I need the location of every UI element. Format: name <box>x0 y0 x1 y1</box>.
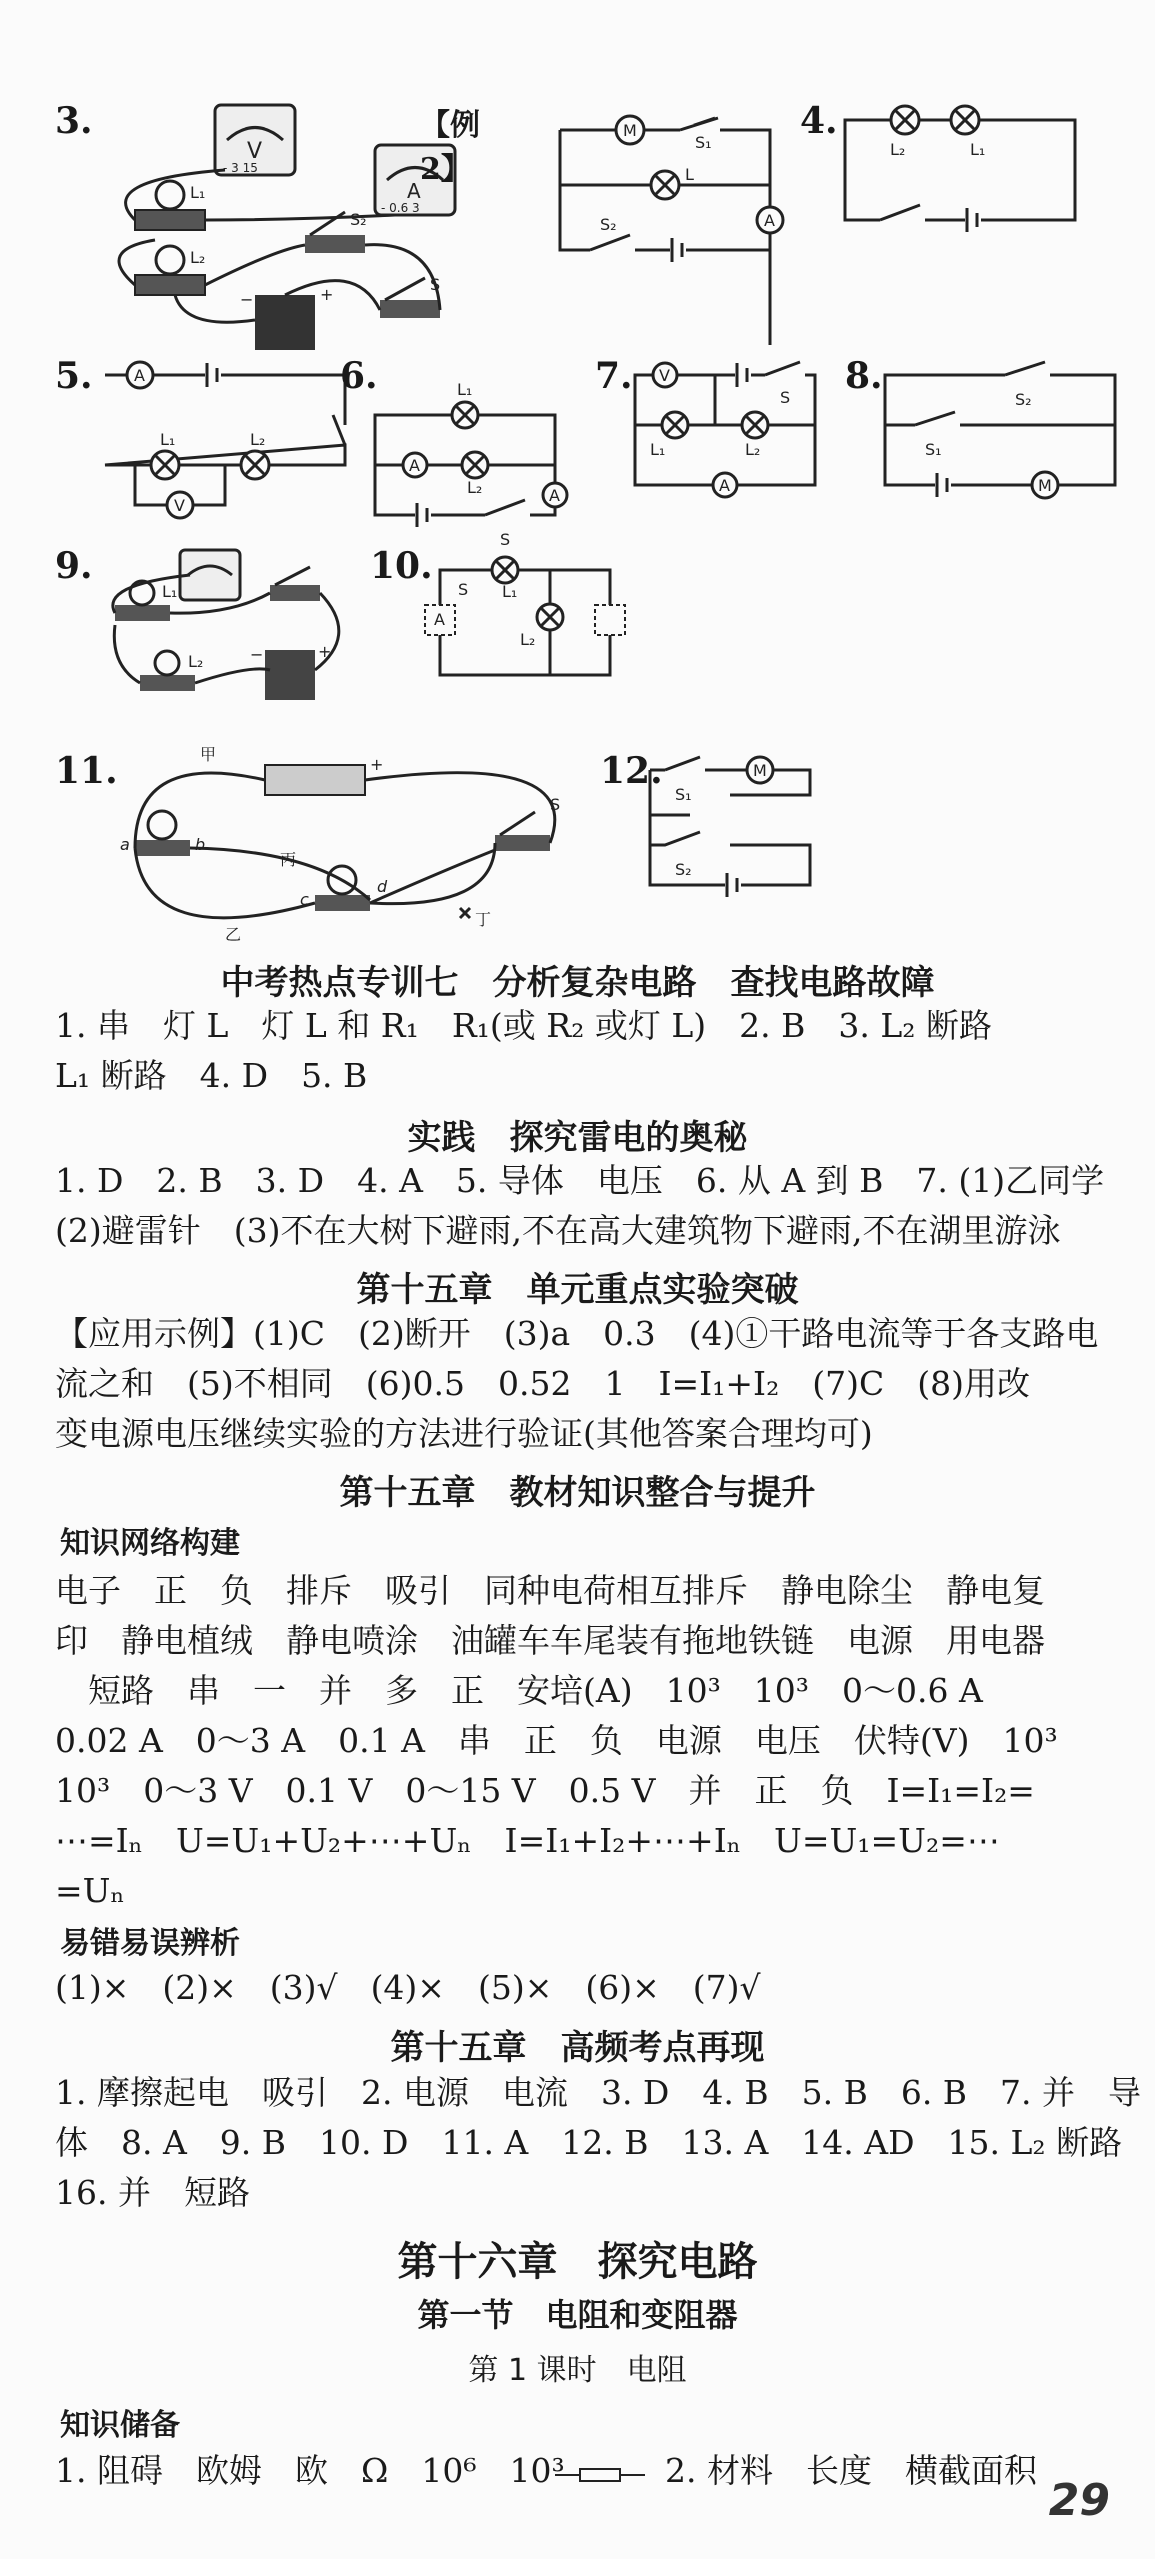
svg-text:d: d <box>377 877 388 896</box>
chapter-16-title: 第十六章 探究电路 <box>397 2239 758 2285</box>
svg-text:A: A <box>407 179 421 203</box>
svg-text:M: M <box>753 761 767 780</box>
frequent-line-1: 1. 摩擦起电 吸引 2. 电源 电流 3. D 4. B 5. B 6. B 7. 并 导 <box>55 2073 1142 2112</box>
svg-text:L₂: L₂ <box>250 430 266 449</box>
svg-text:S: S <box>780 388 791 407</box>
section-title-experiments: 第十五章 单元重点实验突破 <box>356 1270 799 1310</box>
integration-line-4: 0.02 A 0～3 A 0.1 A 串 正 负 电源 电压 伏特(V) 10³ <box>55 1721 1058 1760</box>
svg-text:A: A <box>434 610 445 629</box>
section-title-hotspot-7: 中考热点专训七 分析复杂电路 查找电路故障 <box>220 963 935 1003</box>
svg-text:L₂: L₂ <box>745 440 761 459</box>
svg-text:A: A <box>409 456 420 475</box>
svg-text:+: + <box>370 755 384 774</box>
integration-line-5: 10³ 0～3 V 0.1 V 0～15 V 0.5 V 并 正 负 I=I₁=I₂= <box>55 1771 1035 1810</box>
svg-text:L₁: L₁ <box>160 430 176 449</box>
svg-text:L₂: L₂ <box>520 630 536 649</box>
figure-7-circuit <box>635 365 855 505</box>
svg-text:L₁: L₁ <box>457 380 473 399</box>
svg-text:L₁: L₁ <box>162 582 178 601</box>
svg-text:L₁: L₁ <box>650 440 666 459</box>
svg-text:L₂: L₂ <box>890 140 906 159</box>
page-number: 29 <box>1048 2475 1110 2526</box>
svg-text:L₁: L₁ <box>190 183 206 202</box>
example-2-label: 【例 2】 <box>420 108 480 187</box>
subheading-knowledge-network: 知识网络构建 <box>60 1526 240 1561</box>
svg-text:S: S <box>458 580 469 599</box>
experiments-line-3: 变电源电压继续实验的方法进行验证(其他答案合理均可) <box>55 1414 873 1453</box>
svg-text:S: S <box>550 795 561 814</box>
svg-text:L₁: L₁ <box>502 582 518 601</box>
svg-text:L: L <box>685 165 694 184</box>
section-title-frequent: 第十五章 高频考点再现 <box>390 2028 765 2068</box>
section-1-title: 第一节 电阻和变阻器 <box>417 2296 738 2334</box>
svg-text:A: A <box>719 476 730 495</box>
integration-line-2: 印 静电植绒 静电喷涂 油罐车车尾装有拖地铁链 电源 用电器 <box>55 1621 1045 1660</box>
lesson-1-title: 第 1 课时 电阻 <box>468 2353 687 2388</box>
svg-text:a: a <box>120 835 130 854</box>
subheading-knowledge-reserve: 知识储备 <box>60 2408 180 2443</box>
figure-11-drawing <box>115 745 635 950</box>
svg-text:S₂: S₂ <box>600 215 617 234</box>
svg-text:M: M <box>1038 476 1052 495</box>
practice-line-2: (2)避雷针 (3)不在大树下避雨,不在高大建筑物下避雨,不在湖里游泳 <box>55 1211 1061 1250</box>
svg-text:S₂: S₂ <box>675 860 692 879</box>
figure-5-number: 5. <box>55 355 93 397</box>
figure-12-number: 12. <box>600 750 663 792</box>
practice-line-1: 1. D 2. B 3. D 4. A 5. 导体 电压 6. 从 A 到 B 7. (1)乙同学 <box>55 1161 1105 1200</box>
figure-3-number: 3. <box>55 100 93 142</box>
svg-text:A: A <box>134 366 145 385</box>
hotspot-7-line-1: 1. 串 灯 L 灯 L 和 R₁ R₁(或 R₂ 或灯 L) 2. B 3. L₂ 断路 <box>55 1006 992 1045</box>
integration-line-3: 短路 串 一 并 多 正 安培(A) 10³ 10³ 0～0.6 A <box>55 1671 983 1710</box>
svg-text:L₂: L₂ <box>467 478 483 497</box>
svg-text:丁: 丁 <box>475 910 492 929</box>
svg-text:L₂: L₂ <box>190 248 206 267</box>
svg-text:−: − <box>250 645 264 664</box>
svg-text:L₁: L₁ <box>970 140 986 159</box>
svg-text:V: V <box>174 496 185 515</box>
figure-6-circuit <box>375 380 595 555</box>
experiments-line-1: 【应用示例】(1)C (2)断开 (3)a 0.3 (4)①干路电流等于各支路电 <box>55 1314 1099 1353</box>
section-title-practice: 实践 探究雷电的奥秘 <box>407 1118 748 1158</box>
figure-4-number: 4. <box>800 100 838 142</box>
svg-text:+: + <box>320 285 334 304</box>
hotspot-7-line-2: L₁ 断路 4. D 5. B <box>55 1056 368 1095</box>
frequent-line-3: 16. 并 短路 <box>55 2173 250 2212</box>
svg-text:b: b <box>195 835 206 854</box>
experiments-line-2: 流之和 (5)不相同 (6)0.5 0.52 1 I=I₁+I₂ (7)C (8)用改 <box>55 1364 1031 1403</box>
svg-text:L₂: L₂ <box>188 652 204 671</box>
svg-text:M: M <box>623 121 637 140</box>
figure-4-circuit <box>845 110 1105 250</box>
integration-line-1: 电子 正 负 排斥 吸引 同种电荷相互排斥 静电除尘 静电复 <box>55 1571 1045 1610</box>
figure-10-circuit <box>430 555 650 695</box>
svg-text:S: S <box>500 530 511 549</box>
svg-text:丙: 丙 <box>280 850 297 869</box>
figure-8-number: 8. <box>845 355 883 397</box>
integration-line-6: ⋯=Iₙ U=U₁+U₂+⋯+Uₙ I=I₁+I₂+⋯+Iₙ U=U₁=U₂=⋯ <box>55 1821 1000 1860</box>
subheading-error-analysis: 易错易误辨析 <box>60 1926 240 1961</box>
svg-text:S₁: S₁ <box>925 440 942 459</box>
svg-text:A: A <box>549 486 560 505</box>
svg-text:+: + <box>318 642 332 661</box>
svg-text:V: V <box>659 366 670 385</box>
svg-text:乙: 乙 <box>225 925 242 944</box>
svg-text:S₂: S₂ <box>350 210 367 229</box>
knowledge-line-1b: 2. 材料 长度 横截面积 <box>665 2451 1037 2490</box>
frequent-line-2: 体 8. A 9. B 10. D 11. A 12. B 13. A 14. AD 15. L₂ 断路 <box>55 2123 1123 2162</box>
figure-5-circuit <box>105 365 355 525</box>
figure-9-drawing <box>100 545 400 725</box>
svg-text:甲: 甲 <box>200 745 217 764</box>
integration-line-7: =Uₙ <box>55 1871 125 1910</box>
figure-6-number: 6. <box>340 355 378 397</box>
svg-text:V: V <box>247 139 263 164</box>
svg-text:c: c <box>300 890 309 909</box>
section-title-integration: 第十五章 教材知识整合与提升 <box>339 1473 816 1513</box>
svg-text:S₁: S₁ <box>675 785 692 804</box>
svg-text:A: A <box>764 211 775 230</box>
figure-8-circuit <box>885 365 1145 505</box>
example-2-circuit <box>560 110 780 260</box>
svg-text:- 3 15: - 3 15 <box>223 161 258 175</box>
resistor-symbol <box>555 2465 645 2485</box>
figure-9-number: 9. <box>55 545 93 587</box>
svg-text:S₂: S₂ <box>1015 390 1032 409</box>
svg-text:−: − <box>240 290 254 309</box>
knowledge-line-1a: 1. 阻碍 欧姆 欧 Ω 10⁶ 10³ <box>55 2451 565 2490</box>
figure-7-number: 7. <box>595 355 633 397</box>
svg-text:S₁: S₁ <box>695 133 712 152</box>
svg-text:S: S <box>430 275 441 294</box>
figure-12-circuit <box>650 755 850 905</box>
error-analysis-answers: (1)× (2)× (3)√ (4)× (5)× (6)× (7)√ <box>55 1968 761 2007</box>
figure-11-number: 11. <box>55 750 118 792</box>
figure-10-number: 10. <box>370 545 433 587</box>
svg-text:- 0.6 3: - 0.6 3 <box>381 201 420 215</box>
